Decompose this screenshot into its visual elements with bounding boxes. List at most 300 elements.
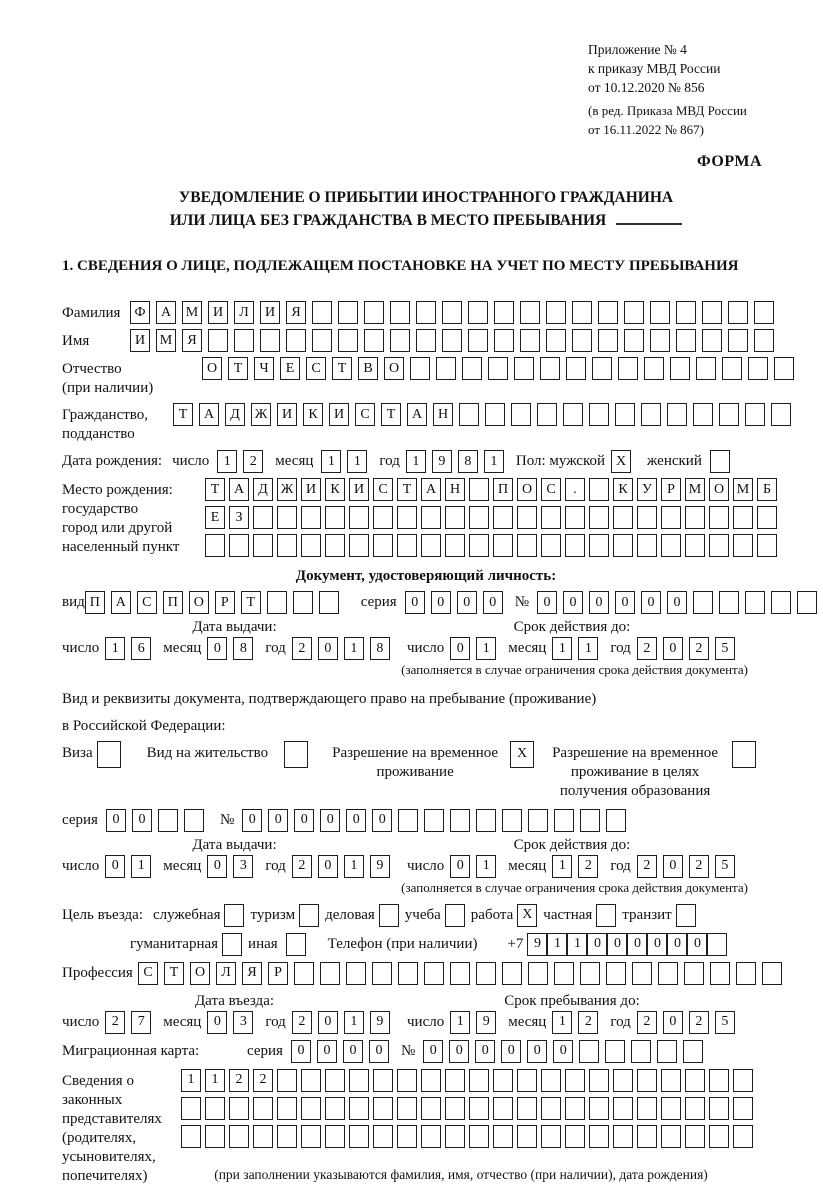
char-box[interactable]: 0 xyxy=(318,637,338,660)
char-box[interactable]: П xyxy=(85,591,105,614)
char-box[interactable]: И xyxy=(208,301,228,324)
char-box[interactable]: Д xyxy=(253,478,273,501)
char-box[interactable]: X xyxy=(510,741,534,768)
char-box[interactable]: 0 xyxy=(423,1040,443,1063)
permit-valid-month-input[interactable] xyxy=(552,855,604,878)
char-box[interactable] xyxy=(754,301,774,324)
char-box[interactable] xyxy=(277,1069,297,1092)
citizenship-input[interactable] xyxy=(173,403,797,426)
purpose-business-checkbox[interactable] xyxy=(379,904,399,927)
char-box[interactable]: 2 xyxy=(689,637,709,660)
char-box[interactable]: 0 xyxy=(663,1011,683,1034)
char-box[interactable] xyxy=(349,1097,369,1120)
char-box[interactable] xyxy=(469,1125,489,1148)
char-box[interactable] xyxy=(222,933,242,956)
char-box[interactable]: Т xyxy=(228,357,248,380)
permit-valid-year-input[interactable] xyxy=(637,855,741,878)
char-box[interactable] xyxy=(502,809,522,832)
char-box[interactable] xyxy=(205,534,225,557)
char-box[interactable]: 0 xyxy=(450,855,470,878)
char-box[interactable] xyxy=(398,809,418,832)
char-box[interactable]: 0 xyxy=(641,591,661,614)
purpose-other-checkbox[interactable] xyxy=(286,933,306,956)
char-box[interactable] xyxy=(379,904,399,927)
char-box[interactable] xyxy=(397,1125,417,1148)
char-box[interactable] xyxy=(445,534,465,557)
char-box[interactable] xyxy=(528,962,548,985)
char-box[interactable]: О xyxy=(190,962,210,985)
char-box[interactable] xyxy=(224,904,244,927)
char-box[interactable]: 2 xyxy=(637,1011,657,1034)
char-box[interactable] xyxy=(748,357,768,380)
char-box[interactable] xyxy=(702,301,722,324)
char-box[interactable] xyxy=(650,301,670,324)
profession-input[interactable] xyxy=(138,962,788,985)
char-box[interactable]: Ж xyxy=(277,478,297,501)
char-box[interactable] xyxy=(229,1125,249,1148)
char-box[interactable] xyxy=(397,1097,417,1120)
char-box[interactable]: 1 xyxy=(552,855,572,878)
char-box[interactable] xyxy=(469,1069,489,1092)
char-box[interactable]: 0 xyxy=(318,1011,338,1034)
char-box[interactable]: Р xyxy=(215,591,235,614)
char-box[interactable] xyxy=(459,403,479,426)
char-box[interactable]: 6 xyxy=(131,637,151,660)
sex-female-checkbox[interactable] xyxy=(710,450,736,473)
char-box[interactable] xyxy=(320,962,340,985)
char-box[interactable]: Т xyxy=(381,403,401,426)
char-box[interactable] xyxy=(208,329,228,352)
char-box[interactable]: Я xyxy=(286,301,306,324)
char-box[interactable] xyxy=(565,1097,585,1120)
char-box[interactable]: М xyxy=(156,329,176,352)
char-box[interactable] xyxy=(589,506,609,529)
char-box[interactable]: 0 xyxy=(132,809,152,832)
char-box[interactable]: Р xyxy=(268,962,288,985)
char-box[interactable] xyxy=(618,357,638,380)
char-box[interactable] xyxy=(349,534,369,557)
char-box[interactable] xyxy=(632,962,652,985)
char-box[interactable] xyxy=(613,506,633,529)
char-box[interactable] xyxy=(579,1040,599,1063)
char-box[interactable] xyxy=(494,329,514,352)
char-box[interactable]: X xyxy=(611,450,631,473)
char-box[interactable] xyxy=(757,506,777,529)
char-box[interactable]: З xyxy=(229,506,249,529)
permit-issue-day-input[interactable] xyxy=(105,855,157,878)
char-box[interactable]: 2 xyxy=(292,637,312,660)
char-box[interactable]: 0 xyxy=(343,1040,363,1063)
char-box[interactable] xyxy=(312,301,332,324)
char-box[interactable]: Д xyxy=(225,403,245,426)
stay-year-input[interactable] xyxy=(637,1011,741,1034)
char-box[interactable] xyxy=(572,301,592,324)
char-box[interactable] xyxy=(421,1097,441,1120)
purpose-study-checkbox[interactable] xyxy=(445,904,465,927)
char-box[interactable] xyxy=(372,962,392,985)
char-box[interactable] xyxy=(733,1069,753,1092)
char-box[interactable] xyxy=(325,1097,345,1120)
char-box[interactable] xyxy=(299,904,319,927)
char-box[interactable] xyxy=(520,301,540,324)
char-box[interactable] xyxy=(745,591,765,614)
char-box[interactable]: 0 xyxy=(207,855,227,878)
char-box[interactable] xyxy=(325,534,345,557)
char-box[interactable]: 0 xyxy=(527,1040,547,1063)
char-box[interactable]: 1 xyxy=(344,855,364,878)
char-box[interactable]: 0 xyxy=(405,591,425,614)
char-box[interactable]: 1 xyxy=(484,450,504,473)
char-box[interactable]: 1 xyxy=(181,1069,201,1092)
char-box[interactable]: С xyxy=(138,962,158,985)
char-box[interactable] xyxy=(301,534,321,557)
char-box[interactable] xyxy=(685,534,705,557)
char-box[interactable]: 0 xyxy=(667,591,687,614)
char-box[interactable] xyxy=(624,301,644,324)
char-box[interactable]: С xyxy=(137,591,157,614)
char-box[interactable]: 0 xyxy=(106,809,126,832)
char-box[interactable]: 0 xyxy=(431,591,451,614)
char-box[interactable] xyxy=(346,962,366,985)
char-box[interactable]: 0 xyxy=(667,933,687,956)
char-box[interactable]: И xyxy=(329,403,349,426)
doc-valid-day-input[interactable] xyxy=(450,637,502,660)
char-box[interactable]: И xyxy=(260,301,280,324)
char-box[interactable] xyxy=(373,1125,393,1148)
char-box[interactable] xyxy=(416,329,436,352)
doc-issue-year-input[interactable] xyxy=(292,637,396,660)
char-box[interactable]: 9 xyxy=(527,933,547,956)
char-box[interactable] xyxy=(658,962,678,985)
purpose-transit-checkbox[interactable] xyxy=(676,904,696,927)
purpose-private-checkbox[interactable] xyxy=(596,904,616,927)
char-box[interactable] xyxy=(445,1069,465,1092)
char-box[interactable]: 3 xyxy=(233,855,253,878)
char-box[interactable]: 0 xyxy=(663,855,683,878)
char-box[interactable]: М xyxy=(182,301,202,324)
char-box[interactable] xyxy=(181,1125,201,1148)
sex-male-checkbox[interactable] xyxy=(611,450,637,473)
surname-input[interactable] xyxy=(130,301,780,324)
char-box[interactable]: 1 xyxy=(406,450,426,473)
char-box[interactable]: . xyxy=(565,478,585,501)
char-box[interactable] xyxy=(541,1069,561,1092)
representatives-row3-input[interactable] xyxy=(181,1125,757,1148)
permit-issue-year-input[interactable] xyxy=(292,855,396,878)
char-box[interactable] xyxy=(736,962,756,985)
birthplace-row3-input[interactable] xyxy=(205,534,781,557)
char-box[interactable]: 5 xyxy=(715,637,735,660)
char-box[interactable]: О xyxy=(517,478,537,501)
char-box[interactable]: И xyxy=(301,478,321,501)
char-box[interactable]: 2 xyxy=(105,1011,125,1034)
char-box[interactable] xyxy=(554,962,574,985)
char-box[interactable] xyxy=(685,1069,705,1092)
char-box[interactable] xyxy=(421,506,441,529)
char-box[interactable]: О xyxy=(709,478,729,501)
char-box[interactable] xyxy=(709,1069,729,1092)
char-box[interactable] xyxy=(670,357,690,380)
char-box[interactable]: Т xyxy=(397,478,417,501)
doc-valid-year-input[interactable] xyxy=(637,637,741,660)
char-box[interactable]: М xyxy=(685,478,705,501)
char-box[interactable] xyxy=(572,329,592,352)
char-box[interactable] xyxy=(693,403,713,426)
char-box[interactable] xyxy=(613,1069,633,1092)
char-box[interactable] xyxy=(373,1097,393,1120)
doc-kind-input[interactable] xyxy=(85,591,345,614)
char-box[interactable] xyxy=(410,357,430,380)
char-box[interactable] xyxy=(349,506,369,529)
char-box[interactable]: 0 xyxy=(563,591,583,614)
char-box[interactable]: 1 xyxy=(205,1069,225,1092)
char-box[interactable] xyxy=(771,591,791,614)
char-box[interactable] xyxy=(661,1069,681,1092)
char-box[interactable]: 0 xyxy=(291,1040,311,1063)
char-box[interactable] xyxy=(676,301,696,324)
char-box[interactable]: 2 xyxy=(578,1011,598,1034)
rvp-education-checkbox[interactable] xyxy=(732,741,756,768)
char-box[interactable] xyxy=(493,1069,513,1092)
char-box[interactable]: 9 xyxy=(370,855,390,878)
char-box[interactable] xyxy=(683,1040,703,1063)
char-box[interactable] xyxy=(637,1125,657,1148)
dob-day-input[interactable] xyxy=(217,450,269,473)
char-box[interactable] xyxy=(493,534,513,557)
char-box[interactable] xyxy=(546,329,566,352)
char-box[interactable] xyxy=(605,1040,625,1063)
char-box[interactable]: Ж xyxy=(251,403,271,426)
char-box[interactable] xyxy=(325,1069,345,1092)
char-box[interactable] xyxy=(592,357,612,380)
char-box[interactable] xyxy=(719,591,739,614)
char-box[interactable] xyxy=(757,534,777,557)
char-box[interactable]: 1 xyxy=(347,450,367,473)
char-box[interactable]: Л xyxy=(234,301,254,324)
char-box[interactable] xyxy=(421,1125,441,1148)
char-box[interactable] xyxy=(184,809,204,832)
char-box[interactable]: 0 xyxy=(317,1040,337,1063)
char-box[interactable] xyxy=(397,1069,417,1092)
rvp-checkbox[interactable] xyxy=(510,741,534,768)
char-box[interactable] xyxy=(684,962,704,985)
representatives-row1-input[interactable] xyxy=(181,1069,757,1092)
char-box[interactable] xyxy=(685,1097,705,1120)
char-box[interactable] xyxy=(661,1125,681,1148)
char-box[interactable] xyxy=(774,357,794,380)
char-box[interactable]: Н xyxy=(433,403,453,426)
char-box[interactable]: 0 xyxy=(501,1040,521,1063)
char-box[interactable]: 0 xyxy=(449,1040,469,1063)
char-box[interactable] xyxy=(631,1040,651,1063)
char-box[interactable]: 2 xyxy=(689,855,709,878)
residence-permit-checkbox[interactable] xyxy=(284,741,308,768)
char-box[interactable] xyxy=(710,450,730,473)
char-box[interactable] xyxy=(685,1125,705,1148)
char-box[interactable]: 9 xyxy=(476,1011,496,1034)
char-box[interactable] xyxy=(728,301,748,324)
char-box[interactable] xyxy=(615,403,635,426)
permit-number-input[interactable] xyxy=(242,809,632,832)
char-box[interactable] xyxy=(541,1125,561,1148)
char-box[interactable] xyxy=(722,357,742,380)
char-box[interactable]: 7 xyxy=(131,1011,151,1034)
char-box[interactable]: 0 xyxy=(105,855,125,878)
doc-number-input[interactable] xyxy=(537,591,823,614)
phone-input[interactable] xyxy=(527,933,727,956)
migration-number-input[interactable] xyxy=(423,1040,709,1063)
char-box[interactable] xyxy=(450,809,470,832)
char-box[interactable] xyxy=(277,534,297,557)
birthplace-row2-input[interactable] xyxy=(205,506,781,529)
char-box[interactable]: 0 xyxy=(627,933,647,956)
char-box[interactable]: К xyxy=(303,403,323,426)
char-box[interactable]: 1 xyxy=(105,637,125,660)
char-box[interactable] xyxy=(325,1125,345,1148)
entry-year-input[interactable] xyxy=(292,1011,396,1034)
char-box[interactable]: 0 xyxy=(687,933,707,956)
char-box[interactable]: 1 xyxy=(547,933,567,956)
char-box[interactable]: М xyxy=(733,478,753,501)
char-box[interactable] xyxy=(277,1097,297,1120)
char-box[interactable] xyxy=(445,904,465,927)
char-box[interactable] xyxy=(488,357,508,380)
char-box[interactable] xyxy=(442,301,462,324)
name-input[interactable] xyxy=(130,329,780,352)
char-box[interactable] xyxy=(637,506,657,529)
char-box[interactable] xyxy=(661,506,681,529)
char-box[interactable] xyxy=(469,506,489,529)
char-box[interactable] xyxy=(364,329,384,352)
char-box[interactable] xyxy=(517,534,537,557)
char-box[interactable] xyxy=(286,329,306,352)
char-box[interactable] xyxy=(468,301,488,324)
char-box[interactable] xyxy=(398,962,418,985)
doc-issue-day-input[interactable] xyxy=(105,637,157,660)
char-box[interactable] xyxy=(301,506,321,529)
char-box[interactable]: 0 xyxy=(207,637,227,660)
char-box[interactable] xyxy=(205,1125,225,1148)
char-box[interactable] xyxy=(762,962,782,985)
char-box[interactable] xyxy=(589,478,609,501)
char-box[interactable] xyxy=(566,357,586,380)
char-box[interactable]: 2 xyxy=(243,450,263,473)
char-box[interactable] xyxy=(205,1097,225,1120)
char-box[interactable] xyxy=(709,506,729,529)
char-box[interactable] xyxy=(312,329,332,352)
char-box[interactable] xyxy=(445,506,465,529)
birthplace-row1-input[interactable] xyxy=(205,478,781,501)
char-box[interactable] xyxy=(469,478,489,501)
char-box[interactable] xyxy=(517,1125,537,1148)
char-box[interactable]: 8 xyxy=(370,637,390,660)
char-box[interactable]: Н xyxy=(445,478,465,501)
char-box[interactable] xyxy=(267,591,287,614)
permit-issue-month-input[interactable] xyxy=(207,855,259,878)
char-box[interactable] xyxy=(667,403,687,426)
char-box[interactable]: 0 xyxy=(268,809,288,832)
char-box[interactable] xyxy=(598,329,618,352)
char-box[interactable] xyxy=(277,506,297,529)
char-box[interactable] xyxy=(589,1097,609,1120)
char-box[interactable]: 0 xyxy=(450,637,470,660)
char-box[interactable] xyxy=(676,904,696,927)
dob-year-input[interactable] xyxy=(406,450,510,473)
char-box[interactable] xyxy=(373,1069,393,1092)
char-box[interactable] xyxy=(445,1097,465,1120)
char-box[interactable]: 0 xyxy=(553,1040,573,1063)
char-box[interactable]: И xyxy=(130,329,150,352)
char-box[interactable] xyxy=(702,329,722,352)
char-box[interactable] xyxy=(390,329,410,352)
char-box[interactable]: Ч xyxy=(254,357,274,380)
char-box[interactable] xyxy=(493,1125,513,1148)
char-box[interactable]: 0 xyxy=(369,1040,389,1063)
char-box[interactable]: 1 xyxy=(321,450,341,473)
title-blank-underline[interactable] xyxy=(616,211,682,225)
char-box[interactable]: Р xyxy=(661,478,681,501)
char-box[interactable]: 2 xyxy=(578,855,598,878)
char-box[interactable]: Е xyxy=(205,506,225,529)
char-box[interactable] xyxy=(719,403,739,426)
char-box[interactable]: 2 xyxy=(637,855,657,878)
char-box[interactable] xyxy=(476,809,496,832)
char-box[interactable]: 0 xyxy=(320,809,340,832)
purpose-official-checkbox[interactable] xyxy=(224,904,244,927)
char-box[interactable]: О xyxy=(189,591,209,614)
char-box[interactable] xyxy=(733,534,753,557)
char-box[interactable] xyxy=(301,1069,321,1092)
char-box[interactable] xyxy=(502,962,522,985)
char-box[interactable] xyxy=(565,1069,585,1092)
char-box[interactable] xyxy=(728,329,748,352)
char-box[interactable]: 1 xyxy=(476,637,496,660)
char-box[interactable] xyxy=(229,1097,249,1120)
char-box[interactable] xyxy=(637,534,657,557)
char-box[interactable] xyxy=(589,1069,609,1092)
char-box[interactable] xyxy=(286,933,306,956)
doc-valid-month-input[interactable] xyxy=(552,637,604,660)
char-box[interactable] xyxy=(613,1097,633,1120)
char-box[interactable] xyxy=(442,329,462,352)
char-box[interactable] xyxy=(707,933,727,956)
char-box[interactable] xyxy=(424,809,444,832)
char-box[interactable] xyxy=(644,357,664,380)
char-box[interactable] xyxy=(469,534,489,557)
char-box[interactable] xyxy=(685,506,705,529)
patronymic-input[interactable] xyxy=(202,357,800,380)
char-box[interactable] xyxy=(424,962,444,985)
char-box[interactable]: Я xyxy=(182,329,202,352)
char-box[interactable] xyxy=(745,403,765,426)
char-box[interactable] xyxy=(709,534,729,557)
char-box[interactable] xyxy=(349,1069,369,1092)
char-box[interactable] xyxy=(606,809,626,832)
char-box[interactable]: С xyxy=(306,357,326,380)
char-box[interactable] xyxy=(709,1125,729,1148)
char-box[interactable] xyxy=(589,1125,609,1148)
char-box[interactable] xyxy=(349,1125,369,1148)
char-box[interactable] xyxy=(661,534,681,557)
char-box[interactable]: 1 xyxy=(567,933,587,956)
char-box[interactable] xyxy=(693,591,713,614)
char-box[interactable]: 2 xyxy=(292,855,312,878)
char-box[interactable] xyxy=(797,591,817,614)
char-box[interactable] xyxy=(589,403,609,426)
char-box[interactable]: Т xyxy=(164,962,184,985)
char-box[interactable] xyxy=(589,534,609,557)
doc-series-input[interactable] xyxy=(405,591,509,614)
